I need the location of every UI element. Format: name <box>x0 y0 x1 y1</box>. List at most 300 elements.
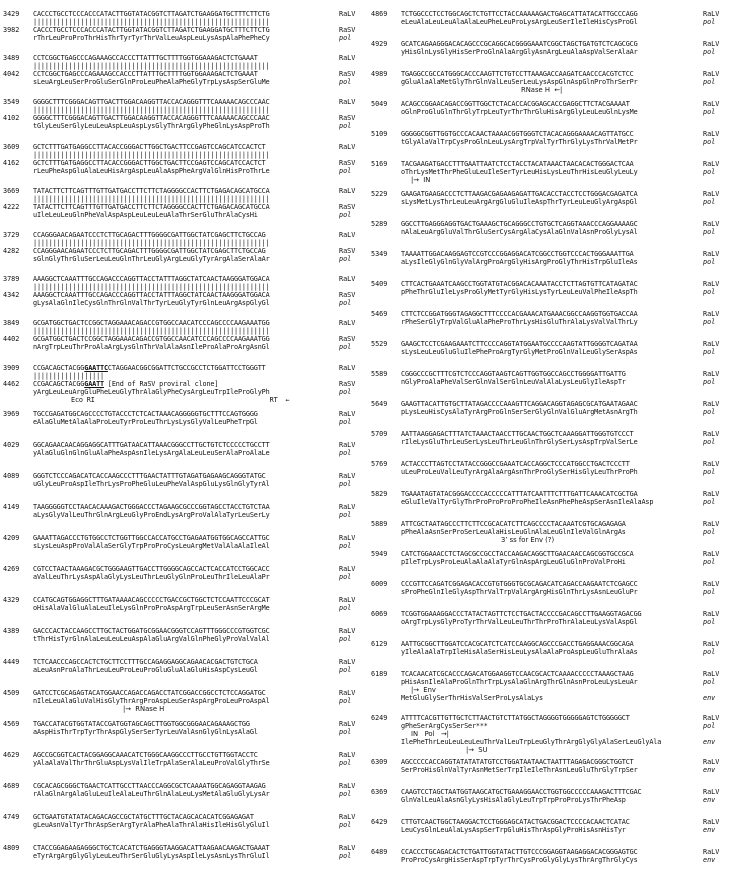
sequence-label: pol <box>703 678 716 686</box>
translation-line <box>371 766 729 774</box>
sequence-label: pol <box>339 851 352 860</box>
blank-number <box>3 151 33 159</box>
position-number: 4389 <box>3 626 20 635</box>
sequence-text: uLeuProLeuValLeuTyrArgAlaArgAsnThrProGlySerHisGlyLeuThrProPh <box>401 468 638 476</box>
ecori-block <box>3 364 365 404</box>
position-number <box>371 138 401 146</box>
position-number <box>3 821 33 829</box>
position-number <box>371 228 401 236</box>
sequence-block <box>371 520 729 544</box>
translation-line <box>371 108 729 116</box>
ralv-line <box>371 10 729 18</box>
ralv-line <box>371 640 729 648</box>
sequence-label: env <box>703 694 716 702</box>
ralv-line <box>371 848 729 856</box>
sequence-label: pol <box>703 318 716 326</box>
ralv-line <box>371 400 729 408</box>
position-number <box>3 343 33 351</box>
translation-line <box>3 573 365 581</box>
position-number: 4749 <box>3 812 20 821</box>
sequence-label: pol <box>703 258 716 266</box>
sequence-text: CTTCACTGAAATCAAGCCTGGTATGTACGGACACAAATACCTCTTAGTGTTCATAGATAC <box>401 280 638 288</box>
sequence-text: rAlaGlnArgAlaGluLeuIleAlaLeuThrGlnAlaLeuLysMetAlaGluGlyLysAr <box>33 789 270 798</box>
sequence-block <box>3 441 365 457</box>
sequence-label: RaLV <box>339 533 356 542</box>
position-number <box>3 697 33 705</box>
sequence-label: RaLV <box>339 142 356 151</box>
sequence-label: RaLV <box>339 440 356 449</box>
position-number: 5289 <box>371 220 388 228</box>
right-column <box>371 10 729 878</box>
sequence-label: env <box>703 826 716 834</box>
sequence-text: gLysAlaGlnIleCysGlnThrGlnValThrTyrLeuGlyTyrGlnLeuArgAspGlyGl <box>33 299 270 308</box>
sequence-text: TCTCAACCCAGCCACTCTGCTTCCTTTGCCAGAGGAGGCAGAACACGACTGTCTGCA <box>33 657 258 666</box>
ralv-line <box>371 788 729 796</box>
sequence-label: RaLV <box>339 781 356 790</box>
sequence-text: eTyrArgArgGlyGlyLeuLeuThrSerGluGlyLysAspIleLysAsnLysThrGluIl <box>33 851 270 860</box>
sequence-text: gGluAlaAlaMetGlyThrGlnValLeuSerLeuLysAspGlnAspGlnProThrSerPr <box>401 78 638 86</box>
position-number <box>371 18 401 26</box>
sequence-label: RaLV <box>703 520 720 528</box>
sequence-block <box>3 720 365 736</box>
left-column <box>3 10 365 875</box>
position-number: 5109 <box>371 130 388 138</box>
sequence-label: pol <box>339 343 352 352</box>
position-number <box>371 288 401 296</box>
translation-line <box>371 826 729 834</box>
sequence-label: RaLV <box>339 843 356 852</box>
sequence-text: pPheAlaAsnSerProSerLeuAlaHisLeuGlnAlaLeuGlnIleValGlnArgAs <box>401 528 626 536</box>
position-number: 3429 <box>3 10 20 18</box>
sequence-label: pol <box>703 558 716 566</box>
ralv-line <box>3 782 365 790</box>
sequence-text: sLeuArgLeuSerProGluSerGlnProLeuPheAlaPheGlyTrpLysAspSerGluMe <box>33 78 270 87</box>
alignment-block <box>3 319 365 351</box>
position-number <box>371 618 401 626</box>
sequence-text: tGlyAlaValTrpCysProGlnLeuLysArgTrpValTyrThrGlyLysThrValMetPr <box>401 138 638 146</box>
position-number <box>3 573 33 581</box>
sequence-text: IlePheThrLeuLeuLeuLeuThrValLeuTrpLeuGlyThrArgGlyGlyAlaSerLeuGlyAla <box>401 738 662 746</box>
sequence-block <box>3 534 365 550</box>
sequence-label: RaLV <box>703 758 720 766</box>
sequence-label: RaLV <box>703 10 720 18</box>
sequence-label: pol <box>339 820 352 829</box>
sequence-label: pol <box>703 288 716 296</box>
ralv-line <box>371 70 729 78</box>
sequence-label: pol <box>703 528 716 536</box>
rasv-line <box>3 291 365 299</box>
position-number <box>371 318 401 326</box>
sequence-text: GCATCAGAAGGGACACAGCCCGCAGGCACGGGGAAATCGGCTAGCTGATGTCTCAGCGCG <box>401 40 638 48</box>
sequence-label: pol <box>703 168 716 176</box>
sequence-text: rIleLysGluThrLeuSerLysLeuThrLeuGlnThrGlySerLysAspTrpValSerLe <box>401 438 638 446</box>
sequence-text: GAAGATGAAGACCCTCTTAAGACGAGAAGAGATTGACACCTACCTCCTGGGACGAGATCA <box>401 190 638 198</box>
position-number: 5889 <box>371 520 388 528</box>
sequence-text: CCAGGGAACAGAATCCCTCTTGCAGACTTTGGGGCGATTGGCTATCGAGCTTCTGCCAG <box>33 230 266 239</box>
sequence-label: RaLV <box>339 275 356 284</box>
blank-number <box>3 195 33 203</box>
sequence-text: GAAGCTCCTCGAAGAAATCTTCCCCAGGTATGGAATGCCCCAAGTATTGGGGTCAGATAA <box>401 340 638 348</box>
position-number <box>3 449 33 457</box>
sequence-text: GCTCTTTGATGAGGCCTTACACCGGGACTTGGCTGACTTCCGAGTCCAGCATCCACTCT <box>33 158 266 167</box>
position-number <box>371 198 401 206</box>
sequence-label: pol <box>703 618 716 626</box>
sequence-text: sGlnGlyThrGluSerLeuLeuGlnThrLeuGlyArgLeuGlyTyrArgAlaSerAlaAr <box>33 254 270 263</box>
sequence-block <box>371 10 729 26</box>
sequence-text: ACAGCCGGAACAGACCGGTTGGCTCTACACCACGGAGCACCGAGGCTTCTACGAAAAT <box>401 100 630 108</box>
position-number: 5949 <box>371 550 388 558</box>
translation-line <box>371 48 729 56</box>
ecori-label: Eco RI <box>71 395 95 404</box>
position-number <box>371 378 401 386</box>
sequence-block <box>371 40 729 56</box>
position-number <box>371 558 401 566</box>
sequence-label: pol <box>703 198 716 206</box>
sequence-text: CACCCTGCCTCCCACCCATACTTGGTATACGGTCTTAGATCTGAAGGATGCTTTCTTCTG <box>33 10 270 18</box>
translation-line <box>3 759 365 767</box>
sequence-label: pol <box>339 166 352 175</box>
sequence-text: CAAGTCCTAGCTAATGGTAAGCATGCTGAAAGGAACCTGGTGGCCCCCAAAGACTTTCGAC <box>401 788 642 796</box>
ralv-line <box>3 54 365 62</box>
sequence-label: RaLV <box>339 98 356 107</box>
sequence-text: GCGATGGCTGACTCCGGCTAGGAAACAGACCGTGGCCAACATCCCAGCCCCAAGAAATGG <box>33 335 270 344</box>
ralv-line <box>371 190 729 198</box>
translation-line <box>371 528 729 536</box>
sequence-label: pol <box>339 696 352 705</box>
match-bars: |||||||||||||||||||||||||||||||||||||||||||||||||||||||||||| <box>33 62 270 71</box>
sequence-block <box>3 813 365 829</box>
translation-line <box>3 449 365 457</box>
sequence-label: RaLV <box>703 370 720 378</box>
sequence-text: CCTCGGCTGAGCCCAGAAAGCCACCCTTATTTGCTTTTGGTGGAAAGACTCTGAAAT <box>33 54 258 63</box>
sequence-label: RaSV <box>339 114 356 123</box>
sequence-block <box>371 340 729 356</box>
translation-line <box>3 418 365 426</box>
sequence-label: RaLV <box>703 70 720 78</box>
position-number <box>3 542 33 550</box>
translation-line <box>371 348 729 356</box>
position-number <box>3 299 33 307</box>
sequence-label: env <box>703 766 716 774</box>
ralv-line <box>3 98 365 106</box>
sequence-block <box>371 430 729 446</box>
position-number <box>371 678 401 686</box>
ralv-line <box>371 250 729 258</box>
sequence-label: pol <box>703 108 716 116</box>
position-number: 4089 <box>3 471 20 480</box>
sequence-label: pol <box>703 648 716 656</box>
translation-line <box>3 480 365 488</box>
sequence-label: env <box>703 738 716 746</box>
sequence-block <box>3 472 365 488</box>
position-number: 4449 <box>3 657 20 666</box>
sequence-text: GGGTCTCCCAGACATCACCAAGCCCTTTGAACTATTTGTAGATGAGAAGCAGGGTATGC <box>33 471 266 480</box>
translation-line <box>371 258 729 266</box>
position-number <box>371 78 401 86</box>
position-number <box>3 122 33 130</box>
sequence-label: RaLV <box>703 130 720 138</box>
sequence-text: SerProHisGlnValTyrAsnMetSerTrpIleIleThrAsnLeuGluThrGlyTrpSer <box>401 766 638 774</box>
blank-number <box>3 62 33 70</box>
position-number <box>3 388 33 396</box>
rasv-line <box>3 26 365 34</box>
sequence-label: RaSV <box>339 246 356 255</box>
seq-part: CCGACAGCTACGG <box>33 379 85 388</box>
sequence-text: sLysLeuAspProValAlaSerGlyTrpProProCysLeuArgMetValAlaAlaIleAl <box>33 541 270 550</box>
sequence-block <box>371 788 729 804</box>
position-number <box>3 211 33 219</box>
rasv-line <box>3 335 365 343</box>
sequence-block <box>3 565 365 581</box>
sequence-text: LeuCysGlnLeuAlaLysAspSerTrpGluHisThrAspGlyProHisAsnHisTyr <box>401 826 626 834</box>
position-number: 4809 <box>3 843 20 852</box>
sequence-block <box>371 190 729 206</box>
annotation: IN Pol →| <box>411 730 449 738</box>
translation-line <box>371 408 729 416</box>
sequence-text: eGluIleValTyrGlyThrProProProProPheIleAsnPhePheAspSerAsnIleAlaAsp <box>401 498 654 506</box>
position-number: 4042 <box>3 70 20 79</box>
identity-bars <box>3 106 365 114</box>
sequence-label: RaLV <box>703 400 720 408</box>
sequence-label: pol <box>703 18 716 26</box>
position-number: 3669 <box>3 186 20 195</box>
sequence-block <box>3 689 365 713</box>
translation-line <box>371 378 729 386</box>
sequence-text: aValLeuThrLysAspAlaGlyLysLeuThrLeuGlyGlnProLeuThrIleLeuAlaPr <box>33 572 270 581</box>
position-number <box>3 759 33 767</box>
sequence-text: sLysMetLysThrLeuLeuArgArgGluGluIleAspThrTyrLeuLeuGlyArgAspGl <box>401 198 638 206</box>
position-number: 6249 <box>371 714 388 722</box>
sequence-label: pol <box>339 541 352 550</box>
identity-bars <box>3 151 365 159</box>
sequence-label: pol <box>339 210 352 219</box>
sequence-text: CCACCCTGCAGACACTCTGATTGGTATACTTGTCCCGGAGGTAAGAGGACACGGGAGTGC <box>401 848 638 856</box>
translation-line <box>371 78 729 86</box>
sequence-text: TCTGGCCCTCCTGGCAGCTCTGTTCCTACCAAAAAGACTGAGCATTATACATTGCCCAGG <box>401 10 638 18</box>
sequence-text: AGCCGCGGTCACTACGGAGGCAAACATCTGGGCAAGGCCCTTGCCTGTTGGTACCTC <box>33 750 258 759</box>
sequence-label: pol <box>339 387 352 396</box>
sequence-text: tGlyLeuSerGlyLeuLeuAspLeuAspLysGlyThrArgGlyPheGlnLysAspProTh <box>33 122 270 131</box>
sequence-text: TGAAATAGTATACGGGACCCCACCCCCATTTATCAATTTCTTTGATTCAAACATCGCTGA <box>401 490 638 498</box>
sequence-text: CCTCGGCTGAGCCCAGAAAGCCACCCTTATTTGCTTTTGGTGGAAAGACTCTGAAAT <box>33 70 258 79</box>
sequence-text: CCATGCAGTGGAGGCTTTGATAAAACAGCCCCCTGACCGCTGGCTCTCCAATTCCCGCAT <box>33 595 270 604</box>
ralv-line <box>371 610 729 618</box>
position-number: 5349 <box>371 250 388 258</box>
ralv-line <box>3 319 365 327</box>
seq-part: CCGACAGCTACGG <box>33 363 85 372</box>
sequence-text: eAlaGluMetAlaAlaProLeuTyrProLeuThrLysLysGlyValLeuPheTrpGl <box>33 417 258 426</box>
position-number: 5649 <box>371 400 388 408</box>
ralv-line <box>371 100 729 108</box>
ralv-line <box>371 490 729 498</box>
translation-line <box>3 388 365 396</box>
sequence-label: env <box>703 796 716 804</box>
sequence-text: TAAGGGGGTCCTAACACAAAGACTGGGACCCTAGAAGCGCCCGGTAGCCTACCTGTCTAA <box>33 502 270 511</box>
ecori-site: GAATTC <box>84 363 108 372</box>
sequence-text <box>33 364 339 372</box>
rasv-line <box>3 70 365 78</box>
sequence-text: ATTTTCACGTTGTTGCTCTTAACTGTCTTATGGCTAGGGGTGGGGGAGTCTGGGGGCT <box>401 714 630 722</box>
sequence-text: tThrHisTyrGlnAlaLeuLeuLeuAspAlaGluArgValGlnPheGlyProValValAl <box>33 634 270 643</box>
ralv-line <box>3 410 365 418</box>
sequence-label: RaLV <box>703 430 720 438</box>
ralv-line <box>3 231 365 239</box>
sequence-block <box>3 627 365 643</box>
position-number: 4569 <box>3 719 20 728</box>
position-number: 5829 <box>371 490 388 498</box>
position-number <box>3 852 33 860</box>
position-number: 3789 <box>3 275 20 284</box>
translation-line <box>3 635 365 643</box>
position-number <box>371 408 401 416</box>
match-bars: |||||||||||||||||||||||||||||||||||||||||||||||||||||||||||| <box>33 150 270 159</box>
ralv-line <box>3 627 365 635</box>
match-bars: |||||||||||||||||||||||||||||||||||||||||||||||||||||||||||| <box>33 18 270 26</box>
sequence-text: pLysLeuHisCysAlaTyrArgProGlnSerSerGlyGlnValGluArgMetAsnArgTh <box>401 408 638 416</box>
ralv-line <box>371 310 729 318</box>
sequence-label: RaLV <box>703 190 720 198</box>
translation-line <box>371 618 729 626</box>
identity-bars <box>3 283 365 291</box>
env-translation-line <box>371 694 729 702</box>
annotation: |→ SU <box>466 746 488 754</box>
translation-line <box>371 588 729 596</box>
position-number <box>371 438 401 446</box>
sequence-text: gPheSerArgCysSerSer*** <box>401 722 488 730</box>
sequence-label: RaLV <box>339 750 356 759</box>
position-number: 5589 <box>371 370 388 378</box>
identity-bars <box>3 195 365 203</box>
position-number: 3729 <box>3 230 20 239</box>
position-number: 6369 <box>371 788 388 796</box>
position-number: 4629 <box>3 750 20 759</box>
sequence-text: sProPheGlnIleGlyAspThrValTrpValArgArgHisGlnThrLysAsnLeuGluPr <box>401 588 638 596</box>
rasv-line <box>3 114 365 122</box>
sequence-text: uGlyLeuProAspIleThrLysProPheGluLeuPheValAspGluLysGlnGlyTyrAl <box>33 479 270 488</box>
ralv-line <box>3 364 365 372</box>
ralv-line <box>3 813 365 821</box>
annotation: |→ Env <box>411 686 436 694</box>
sequence-text: oGlnProGluGlnThrGlyTrpLeuTyrThrThrGluHisArgGlyLeuLeuGlnLysMe <box>401 108 638 116</box>
sequence-label: RaSV <box>339 202 356 211</box>
position-number: 4222 <box>3 202 20 211</box>
ralv-line <box>3 441 365 449</box>
position-number <box>3 666 33 674</box>
sequence-text <box>33 380 339 388</box>
ralv-line <box>3 751 365 759</box>
match-bars: |||||||||||||||||| <box>33 371 104 380</box>
position-number <box>3 418 33 426</box>
sequence-block <box>371 400 729 416</box>
sequence-text: aAspHisThrTrpTyrThrAspGlySerSerTyrLeuValAsnGlyGlnLysAlaGl <box>33 727 258 736</box>
position-number: 5529 <box>371 340 388 348</box>
ralv-line <box>371 758 729 766</box>
position-number: 5049 <box>371 100 388 108</box>
position-number: 3909 <box>3 363 20 372</box>
sequence-block <box>371 220 729 236</box>
sequence-label: RaLV <box>703 340 720 348</box>
position-number <box>371 738 401 746</box>
sequence-label: RaLV <box>703 714 720 722</box>
sequence-block <box>3 844 365 860</box>
translation-line <box>371 168 729 176</box>
sequence-label: pol <box>339 634 352 643</box>
sequence-label: RaLV <box>339 319 356 328</box>
translation-line <box>371 138 729 146</box>
sequence-text: rPheSerGlyTrpValGluAlaPheProThrLysHisGluThrAlaLysValValThrLy <box>401 318 638 326</box>
sequence-text: CACCCTGCCTCCCACCCATACTTGGTATACGGTCTTAGATCTGAAGGATGCTTTCTTCTG <box>33 26 270 34</box>
translation-line <box>3 542 365 550</box>
sequence-block <box>371 848 729 864</box>
sequence-label: pol <box>703 498 716 506</box>
match-bars: |||||||||||||||||||||||||||||||||||||||||||||||||||||||||||| <box>33 327 270 336</box>
sequence-label: RaLV <box>703 610 720 618</box>
sequence-block <box>371 714 729 754</box>
sequence-text: CCAGGGAACAGAATCCCTCTTGCAGACTTTGGGGCGATTGGCTATCGAGCTTCTGCCAG <box>33 246 266 255</box>
position-number: 6189 <box>371 670 388 678</box>
sequence-text: pPheThrGluIleLysProGlyMetTyrGlyHisLysTyrLeuLeuValPheIleAspTh <box>401 288 638 296</box>
sequence-block <box>371 70 729 94</box>
translation-line <box>3 211 365 219</box>
sequence-label: RaLV <box>339 363 356 372</box>
position-number: 6489 <box>371 848 388 856</box>
alignment-block <box>3 54 365 86</box>
sequence-label: pol <box>703 78 716 86</box>
sequence-text: pHisAsnIleAlaProGlnThrTrpLysAlaGlnArgThrGlnAsnProLeuLysLeuAr <box>401 678 638 686</box>
position-number: 4509 <box>3 688 20 697</box>
sequence-label: RaLV <box>703 818 720 826</box>
translation-line <box>3 697 365 705</box>
sequence-text: CATCTGGAAACCTCTAGCGCCGCCTACCAAGACAGGCTTGAACAACCAGCGGTGCCGCA <box>401 550 634 558</box>
sequence-label: RaLV <box>703 220 720 228</box>
sequence-block <box>3 410 365 426</box>
sequence-label: RaLV <box>339 657 356 666</box>
sequence-label: pol <box>339 78 352 87</box>
position-number <box>371 258 401 266</box>
sequence-label: RaLV <box>703 310 720 318</box>
position-number: 4209 <box>3 533 20 542</box>
position-number <box>371 348 401 356</box>
sequence-block <box>371 490 729 506</box>
position-number <box>3 604 33 612</box>
translation-line <box>3 790 365 798</box>
translation-line <box>3 821 365 829</box>
sequence-label: pol <box>339 254 352 263</box>
identity-bars <box>3 372 365 380</box>
sequence-label: pol <box>339 789 352 798</box>
sequence-block <box>371 100 729 116</box>
sequence-label: RaSV <box>339 335 356 344</box>
match-bars: |||||||||||||||||||||||||||||||||||||||||||||||||||||||||||| <box>33 106 270 115</box>
translation-line <box>3 122 365 130</box>
translation-line <box>371 228 729 236</box>
position-number: 3849 <box>3 319 20 328</box>
sequence-text: yIleAlaAlaTrpIleHisAlaSerHisLeuLysAlaAlaProAspLeuGluThrAlaAs <box>401 648 638 656</box>
translation-line <box>3 167 365 175</box>
sequence-text: GCTCTTTGATGAGGCCTTACACCGGGACTTGGCTGACTTCCGAGTCCAGCATCCACTCT <box>33 142 266 151</box>
sequence-text: sLysLeuLeuGluGluIlePheProArgTyrGlyMetProGlnValLeuGlySerAspAs <box>401 348 638 356</box>
position-number <box>3 78 33 86</box>
annotation: RNase H ←| <box>521 86 563 94</box>
sequence-label: pol <box>339 448 352 457</box>
translation-line <box>3 604 365 612</box>
sequence-text: gLeuAsnValTyrThrAspSerArgTyrAlaPheAlaThrAlaHisIleHisGlyGluIl <box>33 820 270 829</box>
ralv-line <box>3 658 365 666</box>
sequence-text: TATACTTCTTCAGTTTGTTGATGACCTTCTTCTAGGGGCCACTTCTGAGACAGCATGCCA <box>33 202 270 211</box>
identity-bars <box>3 18 365 26</box>
translation-line <box>3 728 365 736</box>
sequence-label: pol <box>339 417 352 426</box>
